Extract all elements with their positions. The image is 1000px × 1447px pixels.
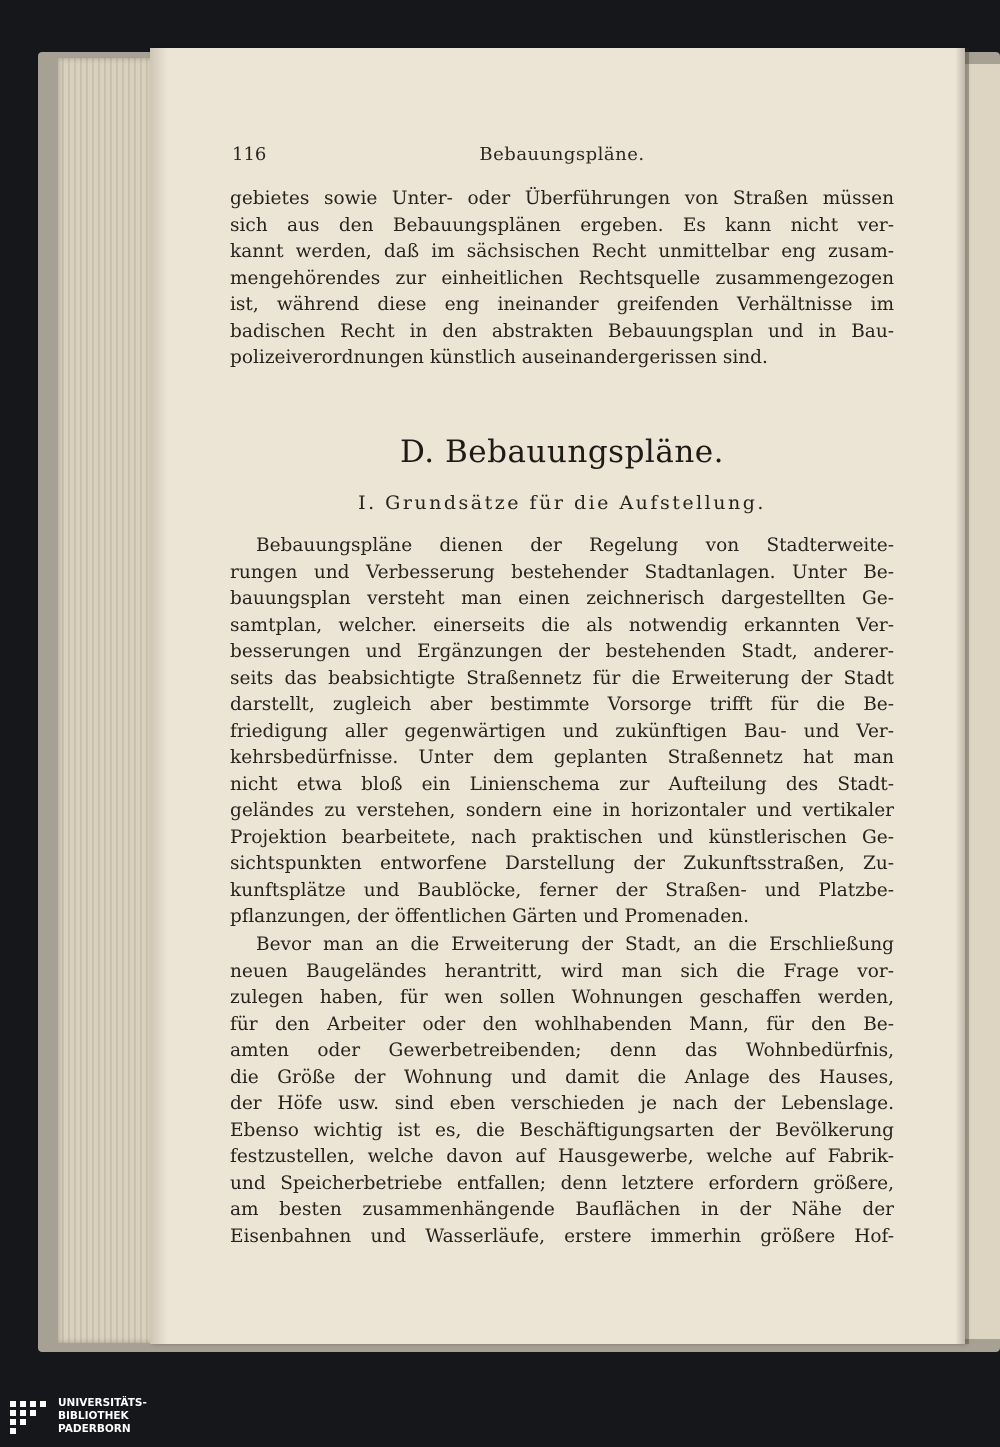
paragraph-continued <box>230 186 894 372</box>
text-line: geländes zu verstehen, sondern eine in horizontaler und vertikaler <box>230 800 894 821</box>
library-logo-icon <box>8 1399 50 1437</box>
text-line: zulegen haben, für wen sollen Wohnungen geschaffen werden, <box>230 987 894 1008</box>
text-line: Eisenbahnen und Wasserläufe, erstere immerhin größere Hof- <box>230 1225 894 1247</box>
text-line: sich aus den Bebauungsplänen ergeben. Es kann nicht ver- <box>230 214 894 236</box>
paragraph <box>230 932 894 1250</box>
text-line: badischen Recht in den abstrakten Bebauungsplan und in Bau- <box>230 320 894 342</box>
text-line: festzustellen, welche davon auf Hausgewerbe, welche auf Fabrik- <box>230 1146 894 1167</box>
text-line: amten oder Gewerbetreibenden; denn das Wohnbedürfnis, <box>230 1040 894 1061</box>
text-line: Bebauungspläne dienen der Regelung von Stadterweite- <box>256 535 894 556</box>
text-line: der Höfe usw. sind eben verschieden je nach der Lebenslage. <box>230 1093 894 1114</box>
library-logo-text <box>58 1397 147 1436</box>
text-line: sichtspunkten entworfene Darstellung der Zukunftsstraßen, Zu- <box>230 853 894 874</box>
logo-line: BIBLIOTHEK <box>58 1410 129 1422</box>
text-line: kehrsbedürfnisse. Unter dem geplanten Straßennetz hat man <box>230 747 894 768</box>
text-line: friedigung aller gegenwärtigen und zukünftigen Bau- und Ver- <box>230 720 894 742</box>
text-line: pflanzungen, der öffentlichen Gärten und Promenaden. <box>230 906 749 927</box>
text-line: ist, während diese eng ineinander greifenden Verhältnisse im <box>230 294 894 315</box>
facing-page-edge <box>965 64 1000 1339</box>
page-header <box>232 144 892 170</box>
text-line: Bevor man an die Erweiterung der Stadt, an die Erschließung <box>256 934 894 955</box>
text-line: kannt werden, daß im sächsischen Recht unmittelbar eng zusam- <box>230 241 894 262</box>
library-logo <box>8 1397 178 1439</box>
logo-line: PADERBORN <box>58 1423 131 1435</box>
page-number: 116 <box>232 144 267 165</box>
text-line: die Größe der Wohnung und damit die Anlage des Hauses, <box>230 1066 894 1088</box>
text-line: Ebenso wichtig ist es, die Beschäftigungsarten der Bevölkerung <box>230 1119 894 1141</box>
running-head: Bebauungspläne. <box>479 144 645 165</box>
text-line: samtplan, welcher. einerseits die als notwendig erkannten Ver- <box>230 614 894 636</box>
section-heading: D. Bebauungspläne. <box>400 434 724 470</box>
logo-line: UNIVERSITÄTS- <box>58 1397 147 1409</box>
paragraph <box>230 533 894 931</box>
text-line: neuen Baugeländes herantritt, wird man sich die Frage vor- <box>230 960 894 982</box>
text-line: kunftsplätze und Baublöcke, ferner der Straßen- und Platzbe- <box>230 879 894 901</box>
text-line: für den Arbeiter oder den wohlhabenden Mann, für den Be- <box>230 1013 894 1035</box>
text-line: darstellt, zugleich aber bestimmte Vorsorge trifft für die Be- <box>230 694 894 715</box>
subsection-heading: I. Grundsätze für die Aufstellung. <box>358 492 766 514</box>
text-line: gebietes sowie Unter- oder Überführungen von Straßen müssen <box>230 188 894 209</box>
text-line: Projektion bearbeitete, nach praktischen und künstlerischen Ge- <box>230 826 894 848</box>
spine-shadow <box>955 48 969 1344</box>
text-line: rungen und Verbesserung bestehender Stadtanlagen. Unter Be- <box>230 561 894 583</box>
text-line: polizeiverordnungen künstlich auseinandergerissen sind. <box>230 347 768 368</box>
text-line: bauungsplan versteht man einen zeichnerisch dargestellten Ge- <box>230 588 894 609</box>
text-line: seits das beabsichtigte Straßennetz für die Erweiterung der Stadt <box>230 667 894 689</box>
text-line: und Speicherbetriebe entfallen; denn letztere erfordern größere, <box>230 1172 894 1194</box>
text-line: nicht etwa bloß ein Linienschema zur Aufteilung des Stadt- <box>230 773 894 795</box>
text-line: mengehörendes zur einheitlichen Rechtsquelle zusammengezogen <box>230 267 894 289</box>
text-line: am besten zusammenhängende Bauflächen in der Nähe der <box>230 1199 894 1220</box>
text-line: besserungen und Ergänzungen der bestehenden Stadt, anderer- <box>230 641 894 662</box>
